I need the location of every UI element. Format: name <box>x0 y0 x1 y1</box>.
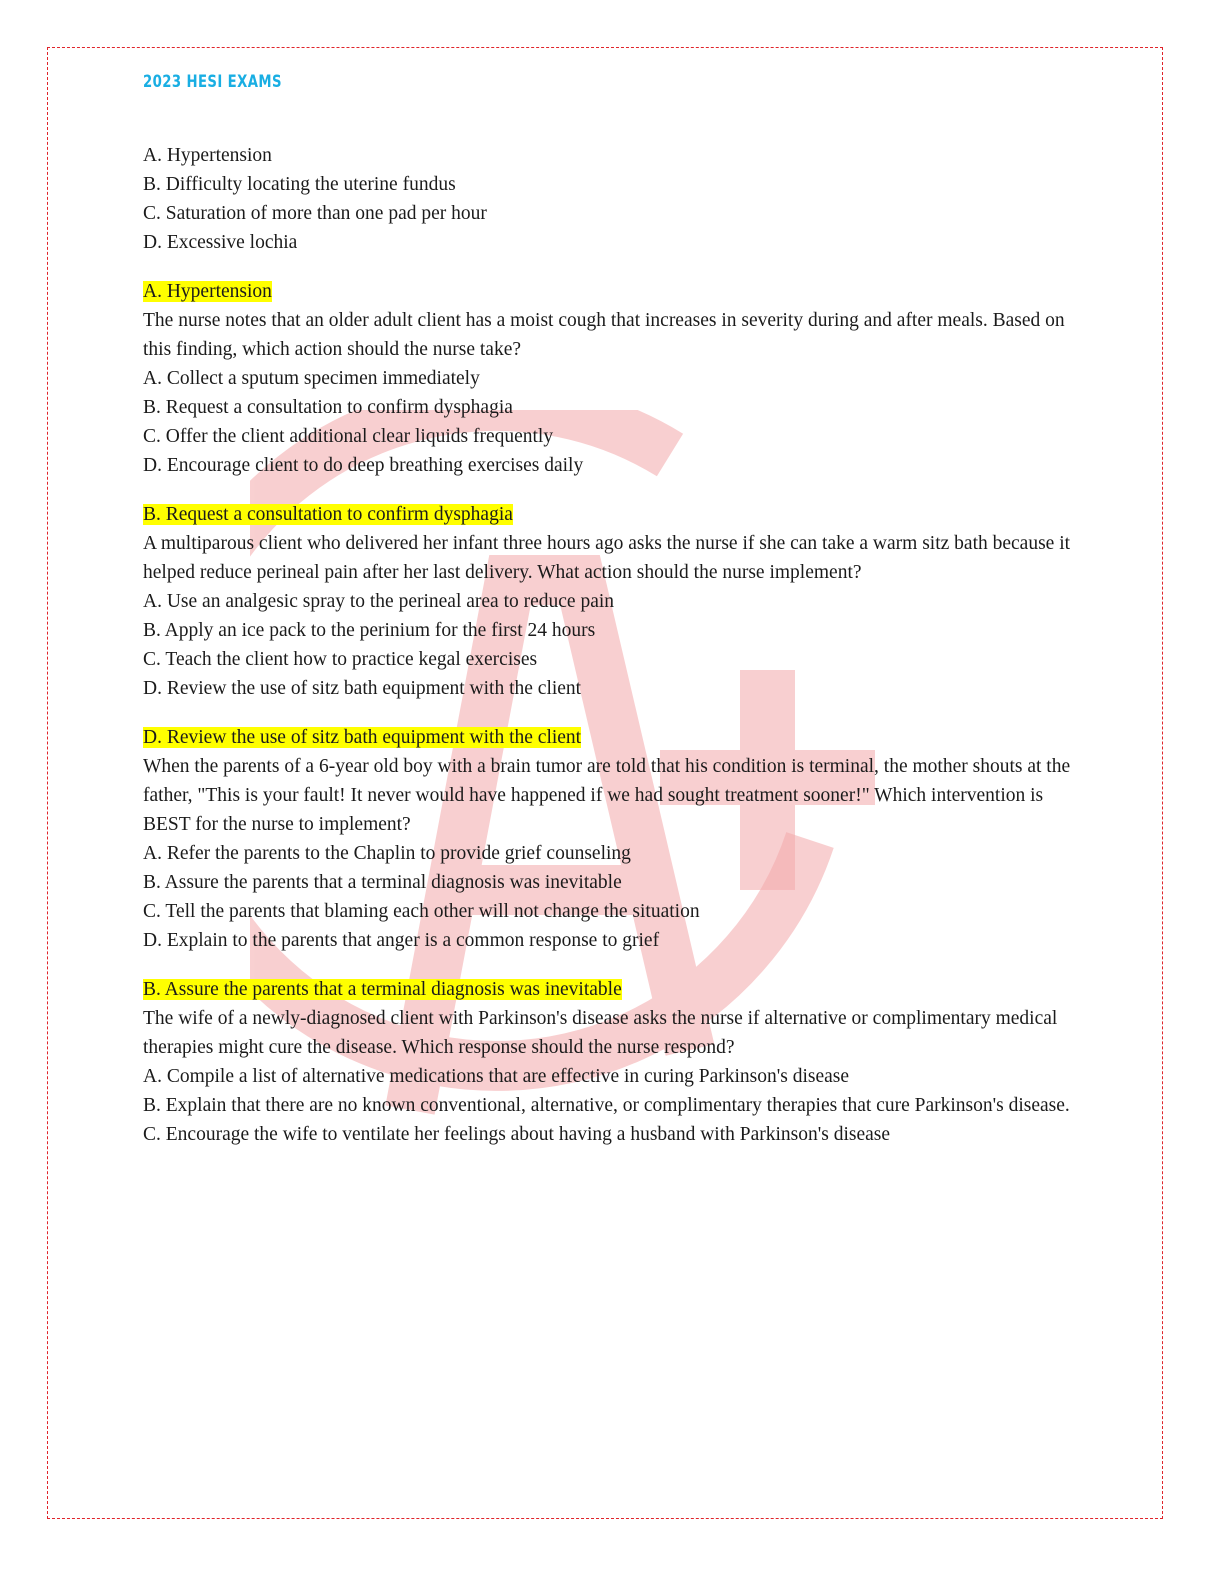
option: A. Use an analgesic spray to the perineal area to reduce pain <box>143 591 615 612</box>
option: C. Tell the parents that blaming each other will not change the situation <box>143 901 700 922</box>
options-list <box>143 839 1073 955</box>
option: C. Encourage the wife to ventilate her feelings about having a husband with Parkinson's disease <box>143 1124 891 1145</box>
option: B. Request a consultation to confirm dysphagia <box>143 397 513 418</box>
header-title: 2023 HESI EXAMS <box>143 72 282 92</box>
question: The nurse notes that an older adult client has a moist cough that increases in severity during and after meals. Based on this finding, which action should the nurse take? <box>143 310 1065 360</box>
question: A multiparous client who delivered her infant three hours ago asks the nurse if she can take a warm sitz bath because it helped reduce perineal pain after her last delivery. What action should the nurse implement? <box>143 533 1071 583</box>
option: A. Hypertension <box>143 145 272 166</box>
option: C. Saturation of more than one pad per hour <box>143 203 487 224</box>
option: C. Teach the client how to practice kegal exercises <box>143 649 538 670</box>
options-list <box>143 1062 1073 1149</box>
question: The wife of a newly-diagnosed client with Parkinson's disease asks the nurse if alternative or complimentary medical therapies might cure the disease. Which response should the nurse respond? <box>143 1008 1058 1058</box>
answer-highlight: A. Hypertension <box>143 281 272 302</box>
option: D. Excessive lochia <box>143 232 298 253</box>
option: A. Compile a list of alternative medications that are effective in curing Parkinson's disease <box>143 1066 850 1087</box>
answer-highlight: D. Review the use of sitz bath equipment with the client <box>143 727 582 748</box>
option: D. Explain to the parents that anger is a common response to grief <box>143 930 660 951</box>
option: B. Apply an ice pack to the perinium for the first 24 hours <box>143 620 596 641</box>
option: D. Encourage client to do deep breathing exercises daily <box>143 455 584 476</box>
options-list <box>143 364 1073 480</box>
option: B. Explain that there are no known conventional, alternative, or complimentary therapies that cure Parkinson's disease. <box>143 1095 1070 1116</box>
answer <box>143 277 1073 306</box>
options-list <box>143 141 1073 257</box>
option: D. Review the use of sitz bath equipment with the client <box>143 678 582 699</box>
answer <box>143 500 1073 529</box>
options-list <box>143 587 1073 703</box>
answer-highlight: B. Request a consultation to confirm dysphagia <box>143 504 513 525</box>
answer <box>143 723 1073 752</box>
question: When the parents of a 6-year old boy with a brain tumor are told that his condition is terminal, the mother shouts at the father, "This is your fault! It never would have happened if we had sought treatment sooner!" Which intervention is BEST for the nurse to implement? <box>143 756 1071 835</box>
answer <box>143 975 1073 1004</box>
option: A. Collect a sputum specimen immediately <box>143 368 480 389</box>
option: B. Assure the parents that a terminal diagnosis was inevitable <box>143 872 622 893</box>
option: A. Refer the parents to the Chaplin to provide grief counseling <box>143 843 631 864</box>
option: C. Offer the client additional clear liquids frequently <box>143 426 554 447</box>
answer-highlight: B. Assure the parents that a terminal diagnosis was inevitable <box>143 979 622 1000</box>
option: B. Difficulty locating the uterine fundus <box>143 174 456 195</box>
document-content <box>143 141 1073 1169</box>
